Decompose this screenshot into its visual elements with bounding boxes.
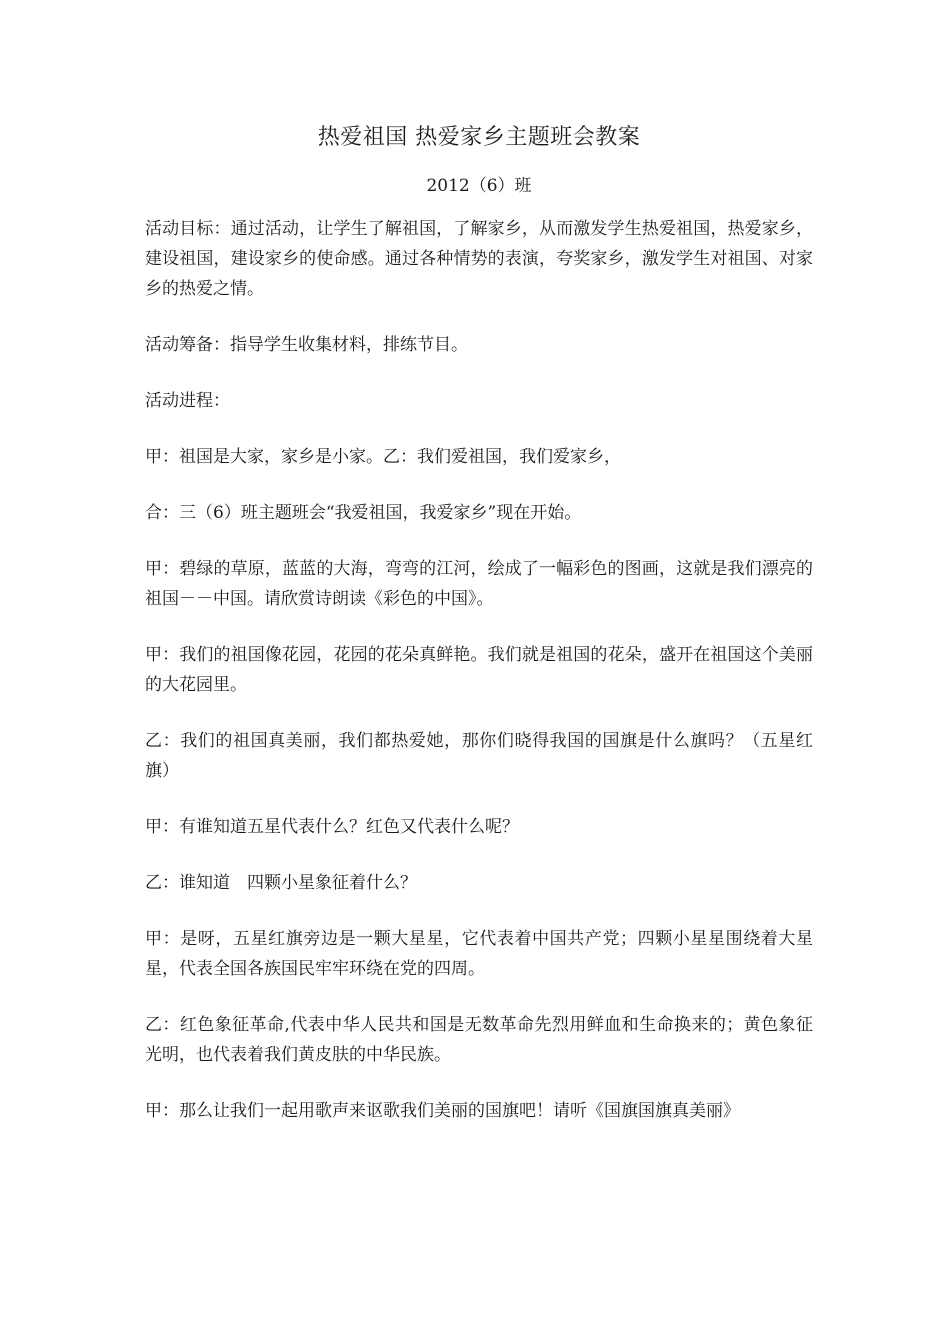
paragraph-dialogue: 合：三（6）班主题班会“我爱祖国，我爱家乡”现在开始。 <box>145 503 582 523</box>
paragraph-activity-goal: 活动目标：通过活动，让学生了解祖国，了解家乡，从而激发学生热爱祖国，热爱家乡，建设祖国，建设家乡的使命感。通过各种情势的表演，夸奖家乡，激发学生对祖国、对家乡的热爱之情。 <box>145 219 813 299</box>
paragraph-dialogue: 甲：碧绿的草原，蓝蓝的大海，弯弯的江河，绘成了一幅彩色的图画，这就是我们漂亮的祖国－－中国。请欣赏诗朗读《彩色的中国》。 <box>145 559 813 609</box>
document-body <box>145 120 813 1152</box>
paragraph-activity-prep: 活动筹备：指导学生收集材料，排练节目。 <box>145 335 468 355</box>
paragraph-dialogue: 乙：我们的祖国真美丽，我们都热爱她，那你们晓得我国的国旗是什么旗吗？（五星红旗） <box>145 731 813 781</box>
document-subtitle: 2012（6）班 <box>426 176 532 196</box>
paragraph-dialogue: 乙：红色象征革命,代表中华人民共和国是无数革命先烈用鲜血和生命换来的；黄色象征光明，也代表着我们黄皮肤的中华民族。 <box>145 1015 813 1065</box>
paragraph-dialogue: 甲：是呀，五星红旗旁边是一颗大星星，它代表着中国共产党；四颗小星星围绕着大星星，代表全国各族国民牢牢环绕在党的四周。 <box>145 929 813 979</box>
paragraph-dialogue: 乙：谁知道 四颗小星象征着什么？ <box>145 873 417 893</box>
paragraph-dialogue: 甲：有谁知道五星代表什么？红色又代表什么呢？ <box>145 817 519 837</box>
paragraph-dialogue: 甲：那么让我们一起用歌声来讴歌我们美丽的国旗吧！请听《国旗国旗真美丽》 <box>145 1101 740 1121</box>
paragraph-activity-process: 活动进程： <box>145 391 230 411</box>
document-title: 热爱祖国 热爱家乡主题班会教案 <box>317 125 641 150</box>
paragraph-dialogue: 甲：我们的祖国像花园，花园的花朵真鲜艳。我们就是祖国的花朵，盛开在祖国这个美丽的大花园里。 <box>145 645 813 695</box>
paragraph-dialogue: 甲：祖国是大家，家乡是小家。乙：我们爱祖国，我们爱家乡， <box>145 447 621 467</box>
